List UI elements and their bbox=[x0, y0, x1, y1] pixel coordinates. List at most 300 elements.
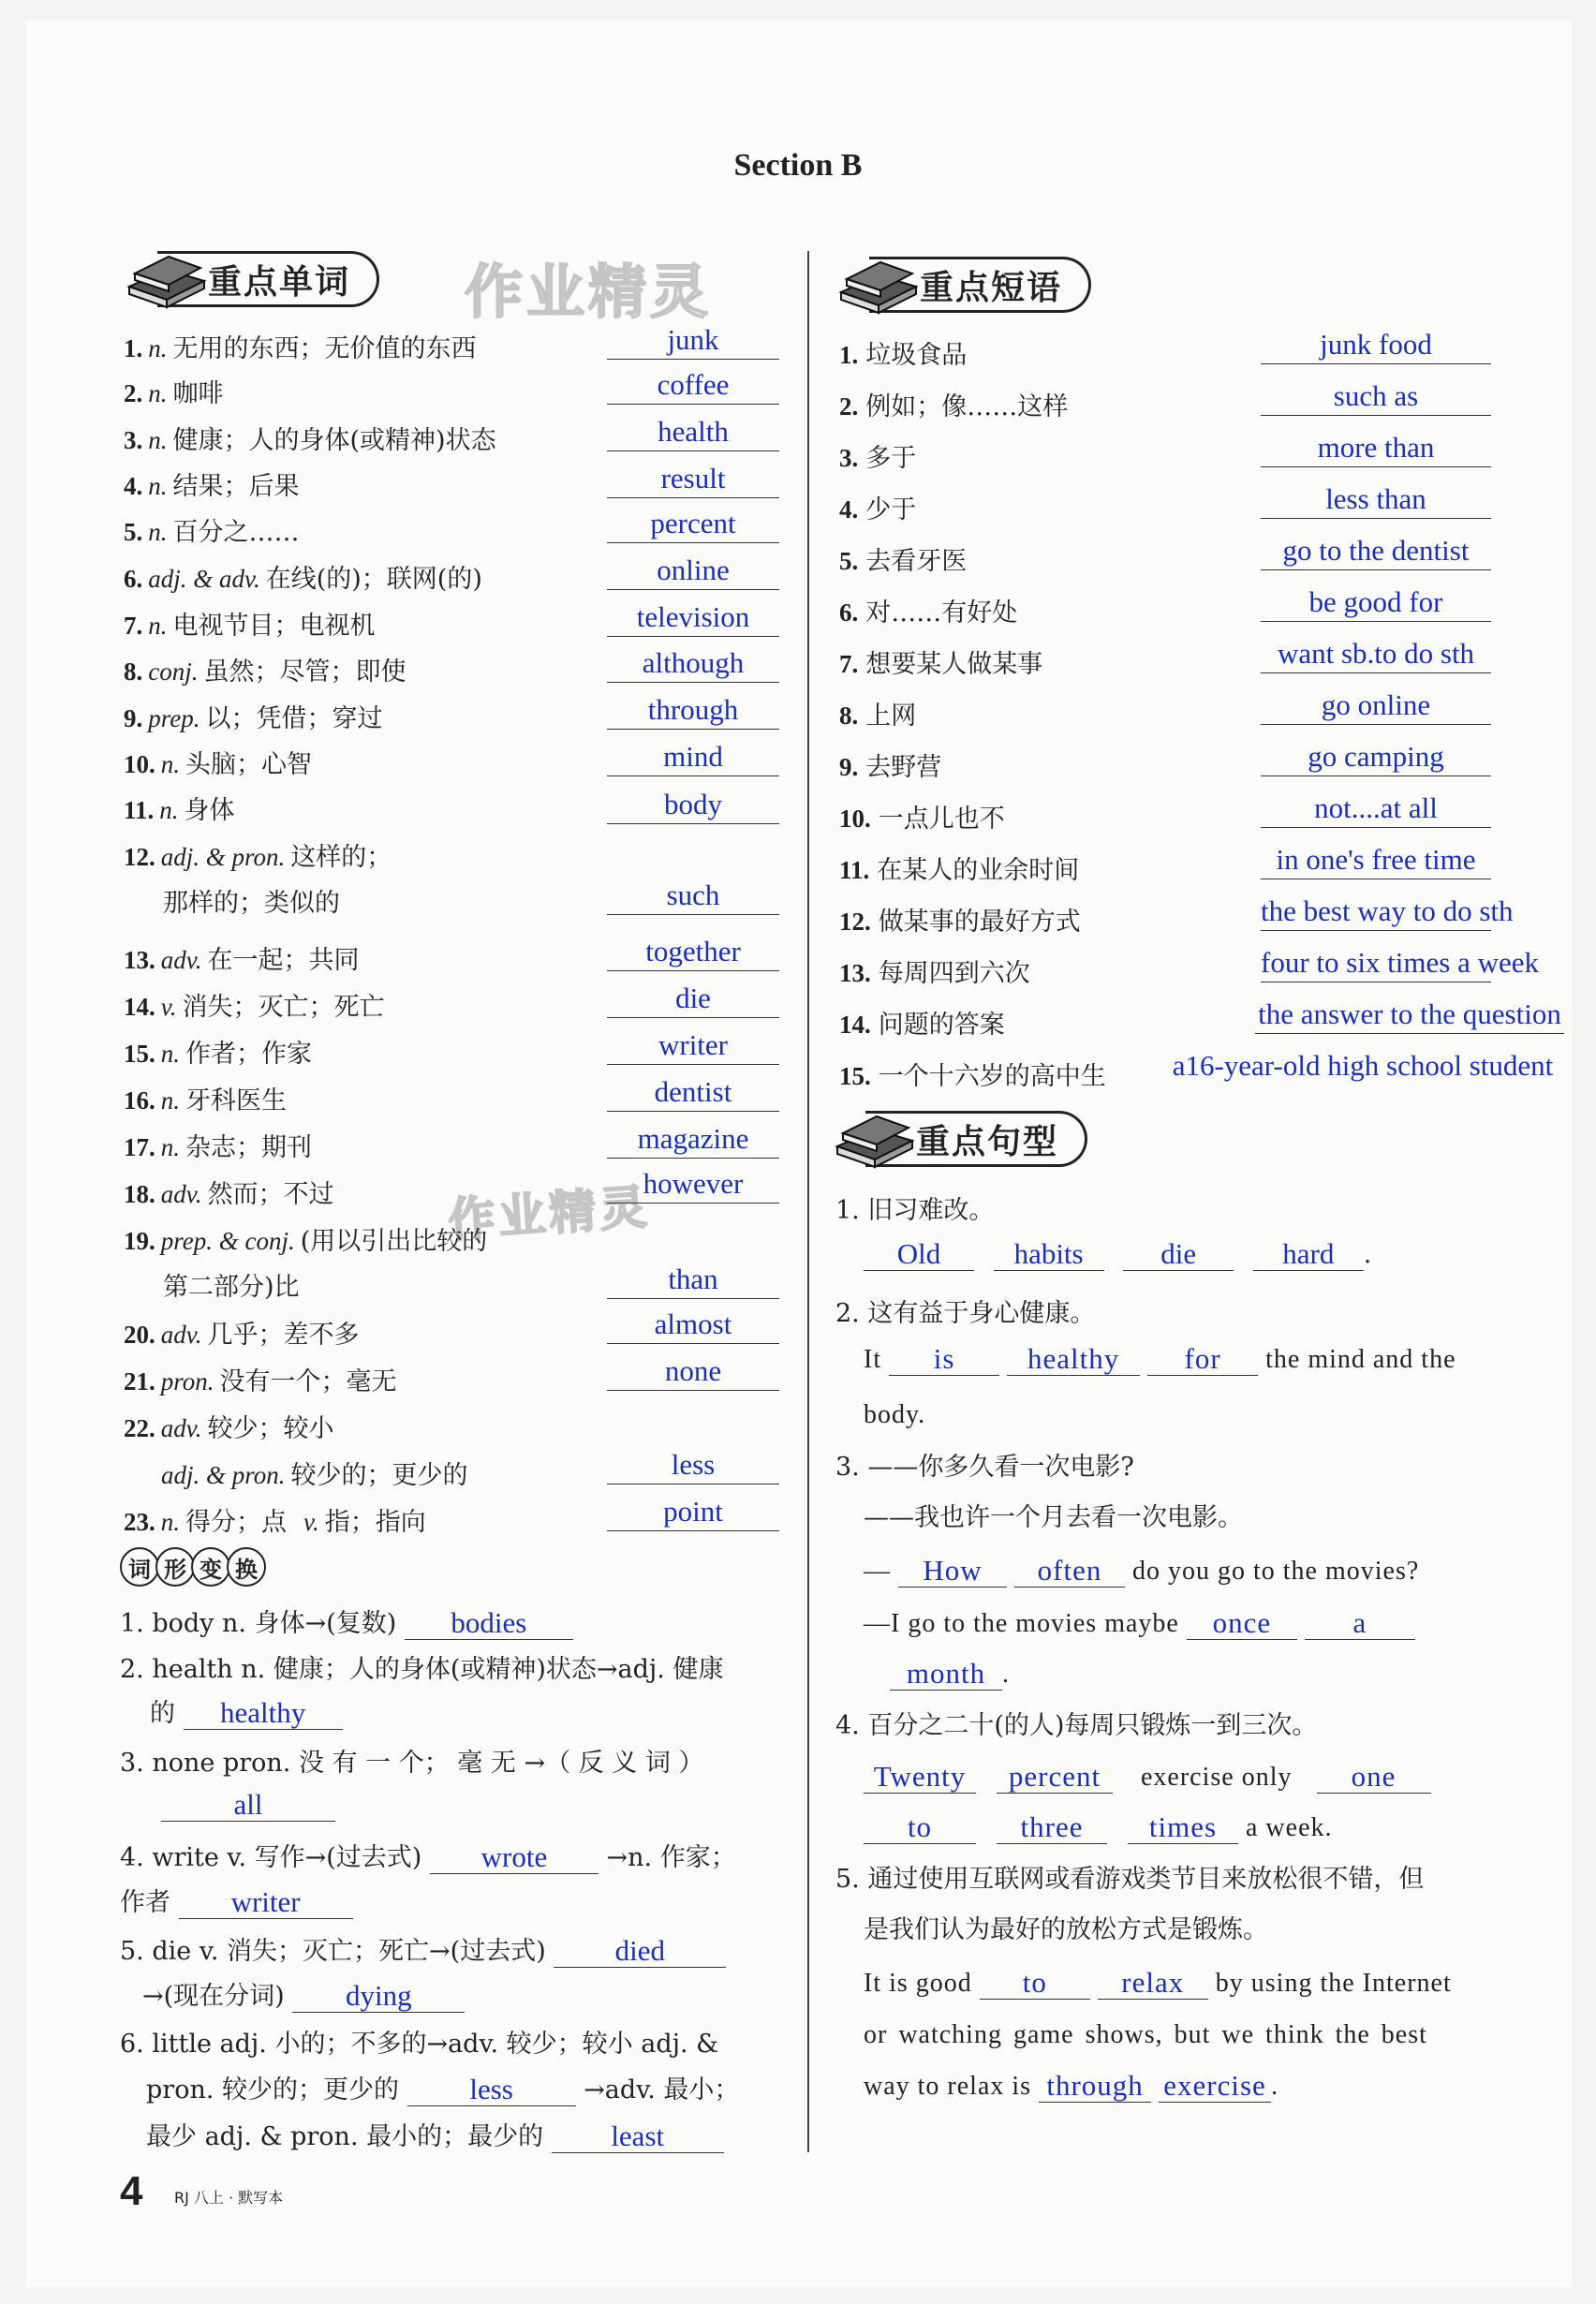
chinese-meaning: 虽然；尽管；即使 bbox=[203, 657, 406, 687]
answer-blank[interactable]: body bbox=[607, 788, 779, 824]
answer-blank[interactable]: all bbox=[161, 1789, 335, 1822]
phrase-item bbox=[839, 494, 916, 526]
sentences-header bbox=[832, 1105, 1131, 1171]
chinese-meaning: 上网 bbox=[865, 702, 917, 731]
chinese-meaning: 在线(的)；联网(的) bbox=[265, 565, 482, 594]
chinese-meaning: 消失；灭亡；死亡 bbox=[182, 993, 385, 1022]
answer-blank[interactable]: such as bbox=[1261, 379, 1491, 416]
answer-blank[interactable]: Old bbox=[864, 1238, 974, 1271]
vocab-item bbox=[124, 841, 392, 874]
answer-blank[interactable]: for bbox=[1147, 1343, 1258, 1376]
item-number: 12. bbox=[839, 908, 871, 936]
answer-blank[interactable]: through bbox=[1039, 2070, 1151, 2103]
chinese-meaning: 结果；后果 bbox=[172, 472, 300, 501]
wordform-item-5b bbox=[142, 1980, 465, 2013]
answer-blank[interactable]: junk food bbox=[1261, 328, 1491, 364]
item-number: 15. bbox=[124, 1040, 155, 1068]
sentence-3-en-a bbox=[864, 1555, 1419, 1588]
wordform-text: health n. 健康；人的身体(或精神)状态→adj. 健康 bbox=[152, 1655, 724, 1684]
phrase-item bbox=[839, 391, 1068, 423]
answer-blank[interactable]: the answer to the question bbox=[1255, 997, 1564, 1034]
answer-blank[interactable]: less than bbox=[1261, 482, 1491, 519]
vocab-item bbox=[124, 1225, 487, 1258]
part-of-speech: n. bbox=[159, 796, 179, 824]
phrase-item bbox=[839, 957, 1030, 990]
item-number: 13. bbox=[124, 946, 155, 974]
answer-blank[interactable]: go online bbox=[1261, 688, 1491, 725]
sentence-2-cn bbox=[835, 1298, 1095, 1330]
chinese-meaning: 头脑；心智 bbox=[185, 750, 312, 779]
vocab-item bbox=[124, 656, 406, 688]
phrase-item bbox=[839, 1009, 1005, 1041]
item-number: 15. bbox=[839, 1062, 871, 1090]
sentence-text: 旧习难改。 bbox=[867, 1196, 995, 1225]
wordform-item-2 bbox=[120, 1654, 723, 1686]
wordform-text: 的 bbox=[150, 1699, 175, 1728]
item-number: 14. bbox=[839, 1011, 871, 1039]
sentence-text: way to relax is bbox=[864, 2072, 1032, 2101]
vocab-item bbox=[124, 1178, 333, 1211]
answer-blank[interactable]: to bbox=[864, 1811, 976, 1844]
watermark: 作业精灵 bbox=[446, 1179, 653, 1248]
vocab-item bbox=[124, 1319, 359, 1351]
answer-blank[interactable]: How bbox=[898, 1555, 1007, 1588]
item-number: 8. bbox=[839, 702, 859, 730]
item-number: 10. bbox=[839, 805, 871, 833]
answer-blank[interactable]: four to six times a week bbox=[1261, 946, 1491, 982]
part-of-speech: pron. bbox=[160, 1367, 214, 1396]
vocab-header bbox=[124, 245, 423, 311]
vocab-item bbox=[124, 1506, 426, 1539]
answer-blank[interactable]: three bbox=[997, 1811, 1107, 1844]
vocab-item bbox=[124, 610, 376, 642]
sentence-text: ——你多久看一次电影? bbox=[867, 1453, 1134, 1482]
wordform-header-char: 形 bbox=[155, 1547, 195, 1587]
column-divider bbox=[807, 251, 809, 2152]
vocab-item bbox=[124, 563, 482, 596]
wordform-text: →adv. 最小； bbox=[584, 2075, 740, 2105]
sentence-2-en-b: body. bbox=[864, 1400, 926, 1429]
answer-blank[interactable]: than bbox=[607, 1263, 779, 1299]
sentence-text: 这有益于身心健康。 bbox=[867, 1299, 1096, 1328]
vocab-item bbox=[124, 1038, 312, 1071]
part-of-speech: adv. bbox=[160, 946, 202, 974]
item-number: 7. bbox=[124, 612, 143, 640]
answer-blank[interactable]: hard bbox=[1253, 1238, 1364, 1271]
item-number: 7. bbox=[839, 650, 859, 678]
wordform-text: write v. 写作→(过去式) bbox=[152, 1843, 422, 1872]
sentence-text: 通过使用互联网或看游戏类节目来放松很不错，但 bbox=[867, 1865, 1425, 1894]
answer-blank[interactable]: together bbox=[607, 935, 779, 971]
item-number: 22. bbox=[124, 1414, 155, 1442]
part-of-speech: n. bbox=[148, 472, 168, 500]
part-of-speech: v. bbox=[160, 993, 177, 1021]
item-number: 4. bbox=[120, 1843, 144, 1872]
answer-blank[interactable]: often bbox=[1014, 1555, 1125, 1588]
wordform-header-char: 词 bbox=[120, 1547, 159, 1587]
chinese-meaning: 作者；作家 bbox=[185, 1040, 312, 1069]
footer-label: RJ 八上 · 默写本 bbox=[174, 2189, 284, 2207]
vocab-item bbox=[124, 1085, 287, 1117]
sentence-4-en-b bbox=[864, 1811, 1333, 1844]
part-of-speech: n. bbox=[160, 1133, 180, 1161]
answer-blank[interactable]: died bbox=[554, 1935, 726, 1968]
answer-blank[interactable]: however bbox=[607, 1167, 779, 1204]
vocab-item-continued bbox=[161, 1459, 468, 1492]
wordform-header-char: 变 bbox=[191, 1547, 230, 1587]
wordform-text: →n. 作家； bbox=[606, 1843, 736, 1872]
wordform-text: →(现在分词) bbox=[142, 1982, 285, 2011]
chinese-meaning: 没有一个；毫无 bbox=[219, 1367, 397, 1396]
answer-blank[interactable]: one bbox=[1317, 1761, 1431, 1794]
answer-blank[interactable]: dentist bbox=[607, 1075, 779, 1112]
part-of-speech: adj. & pron. bbox=[161, 1461, 286, 1489]
wordform-item-3b bbox=[161, 1789, 335, 1822]
chinese-meaning: 一点儿也不 bbox=[878, 805, 1005, 834]
chinese-meaning: 去看牙医 bbox=[865, 547, 968, 576]
part-of-speech: adv. bbox=[160, 1180, 202, 1208]
chinese-meaning: 少于 bbox=[865, 495, 917, 524]
item-number: 5. bbox=[120, 1937, 144, 1966]
chinese-meaning: 健康；人的身体(或精神)状态 bbox=[172, 426, 496, 455]
chinese-meaning: 做某事的最好方式 bbox=[878, 908, 1081, 937]
phrase-item bbox=[839, 545, 967, 578]
part-of-speech: v. bbox=[303, 1508, 319, 1536]
chinese-meaning: 指；指向 bbox=[324, 1508, 426, 1537]
vocab-item-continued bbox=[163, 888, 340, 920]
phrase-item bbox=[839, 442, 916, 475]
wordform-item-6b bbox=[146, 2074, 739, 2106]
chinese-meaning: 每周四到六次 bbox=[878, 959, 1030, 988]
item-number: 3. bbox=[839, 444, 859, 472]
item-number: 1. bbox=[835, 1196, 860, 1225]
part-of-speech: n. bbox=[148, 426, 168, 454]
chinese-meaning: 这样的； bbox=[290, 843, 392, 872]
item-number: 1. bbox=[124, 334, 143, 362]
answer-blank[interactable]: to bbox=[980, 1967, 1090, 2000]
wordform-item-2b bbox=[150, 1697, 343, 1730]
chinese-meaning: 身体 bbox=[184, 796, 235, 825]
item-number: 3. bbox=[835, 1453, 860, 1482]
part-of-speech: prep. & conj. bbox=[160, 1227, 295, 1255]
answer-blank[interactable]: although bbox=[607, 646, 779, 683]
phrase-item bbox=[839, 803, 1005, 835]
part-of-speech: adv. bbox=[160, 1414, 202, 1442]
phrase-item bbox=[839, 1060, 1106, 1093]
chinese-meaning: 那样的；类似的 bbox=[163, 889, 340, 918]
answer-blank[interactable]: month bbox=[890, 1658, 1002, 1691]
phrase-item bbox=[839, 648, 1042, 681]
vocab-item bbox=[124, 1412, 333, 1445]
chinese-meaning: 在某人的业余时间 bbox=[877, 856, 1080, 885]
part-of-speech: n. bbox=[160, 1086, 180, 1115]
item-number: 6. bbox=[839, 598, 859, 627]
answer-blank[interactable]: once bbox=[1187, 1607, 1297, 1640]
item-number: 2. bbox=[124, 379, 143, 407]
answer-blank[interactable]: percent bbox=[607, 507, 779, 543]
sentence-1-en: Old habits die hard . bbox=[864, 1238, 1371, 1271]
answer-blank[interactable]: times bbox=[1128, 1811, 1238, 1844]
wordform-item-4 bbox=[120, 1841, 736, 1874]
item-number: 6. bbox=[124, 565, 143, 593]
part-of-speech: adj. & adv. bbox=[148, 565, 260, 593]
chinese-meaning: 想要某人做某事 bbox=[865, 650, 1043, 679]
chinese-meaning: 得分；点 bbox=[185, 1508, 287, 1537]
answer-blank[interactable]: wrote bbox=[430, 1841, 598, 1874]
item-number: 14. bbox=[124, 993, 155, 1021]
wordform-item-1 bbox=[120, 1607, 573, 1640]
answer-blank[interactable]: online bbox=[607, 554, 779, 590]
sentence-4-cn bbox=[835, 1710, 1317, 1742]
item-number: 8. bbox=[124, 657, 143, 686]
answer-blank[interactable]: habits bbox=[994, 1238, 1104, 1271]
sentence-3-en-c: month . bbox=[890, 1658, 1010, 1691]
answer-blank[interactable]: die bbox=[607, 982, 779, 1018]
chinese-meaning: 问题的答案 bbox=[878, 1011, 1005, 1040]
item-number: 12. bbox=[124, 843, 155, 871]
answer-blank[interactable]: in one's free time bbox=[1261, 843, 1491, 879]
answer-blank[interactable]: more than bbox=[1261, 431, 1491, 467]
answer-blank[interactable]: go to the dentist bbox=[1261, 534, 1491, 570]
answer-blank[interactable]: health bbox=[607, 415, 779, 451]
part-of-speech: n. bbox=[148, 334, 168, 362]
vocab-item bbox=[124, 424, 496, 457]
item-number: 23. bbox=[124, 1508, 155, 1536]
vocab-item bbox=[124, 991, 384, 1024]
item-number: 5. bbox=[835, 1865, 860, 1894]
sentence-5-cn bbox=[835, 1864, 1424, 1896]
section-title: Section B bbox=[733, 148, 863, 183]
vocab-item bbox=[124, 377, 224, 410]
answer-blank[interactable]: healthy bbox=[184, 1697, 343, 1730]
answer-blank[interactable]: coffee bbox=[607, 368, 779, 405]
wordform-text: 最少 adj. & pron. 最小的；最少的 bbox=[146, 2122, 544, 2151]
chinese-meaning: 垃圾食品 bbox=[865, 341, 968, 370]
sentence-5-en-c: way to relax is through exercise . bbox=[864, 2069, 1279, 2102]
vocab-item bbox=[124, 332, 477, 365]
item-number: 9. bbox=[839, 753, 859, 781]
part-of-speech: n. bbox=[160, 1040, 180, 1068]
item-number: 2. bbox=[839, 392, 859, 421]
wordform-text: 作者 bbox=[120, 1888, 170, 1917]
vocab-item bbox=[124, 1366, 397, 1398]
sentence-3-en-b bbox=[864, 1607, 1415, 1640]
sentence-3-cn-b: ——我也许一个月去看一次电影。 bbox=[864, 1503, 1243, 1532]
part-of-speech: n. bbox=[160, 1508, 180, 1536]
sentence-3-cn bbox=[835, 1452, 1134, 1484]
answer-blank[interactable]: go camping bbox=[1261, 740, 1491, 776]
phrase-item bbox=[839, 751, 941, 784]
item-number: 21. bbox=[124, 1367, 155, 1396]
chinese-meaning: 去野营 bbox=[865, 753, 942, 782]
sentence-text: by using the Internet bbox=[1215, 1969, 1452, 1998]
wordform-item-6c bbox=[146, 2120, 724, 2153]
answer-blank[interactable]: writer bbox=[607, 1028, 779, 1065]
item-number: 13. bbox=[839, 959, 871, 987]
chinese-meaning: 无用的东西；无价值的东西 bbox=[172, 334, 477, 363]
chinese-meaning: 电视节目；电视机 bbox=[172, 612, 376, 641]
chinese-meaning: 在一起；共同 bbox=[207, 946, 360, 975]
vocab-header-label: 重点单词 bbox=[157, 251, 379, 307]
part-of-speech: prep. bbox=[148, 704, 200, 732]
item-number: 1. bbox=[120, 1609, 144, 1638]
vocab-item bbox=[124, 516, 300, 549]
books-icon bbox=[832, 1105, 916, 1171]
answer-blank[interactable]: healthy bbox=[1007, 1343, 1140, 1376]
item-number: 16. bbox=[124, 1086, 155, 1115]
item-number: 4. bbox=[124, 472, 143, 500]
item-number: 11. bbox=[124, 796, 155, 824]
sentences-header-label: 重点句型 bbox=[865, 1111, 1087, 1167]
answer-blank[interactable]: least bbox=[552, 2120, 724, 2153]
answer-blank[interactable]: almost bbox=[607, 1307, 779, 1344]
vocab-item bbox=[124, 794, 235, 827]
answer-blank[interactable]: is bbox=[889, 1343, 999, 1376]
answer-blank[interactable]: die bbox=[1123, 1238, 1234, 1271]
chinese-meaning: 一个十六岁的高中生 bbox=[878, 1062, 1106, 1091]
sentence-text: 百分之二十(的人)每周只锻炼一到三次。 bbox=[867, 1711, 1318, 1740]
answer-blank[interactable]: less bbox=[407, 2074, 576, 2106]
chinese-meaning: (用以引出比较的 bbox=[300, 1227, 488, 1256]
chinese-meaning: 较少的；更少的 bbox=[290, 1461, 468, 1490]
wordform-item-5 bbox=[120, 1935, 726, 1968]
chinese-meaning: 多于 bbox=[865, 444, 917, 473]
page-number: 4 bbox=[120, 2168, 143, 2214]
wordform-header-char: 换 bbox=[227, 1547, 266, 1587]
phrase-item bbox=[839, 597, 1017, 629]
answer-blank[interactable]: result bbox=[607, 462, 779, 498]
vocab-item-continued bbox=[163, 1272, 300, 1304]
sentence-5-en-a bbox=[864, 1967, 1452, 2000]
item-number: 2. bbox=[835, 1299, 860, 1328]
answer-blank[interactable]: not....at all bbox=[1261, 791, 1491, 828]
part-of-speech: n. bbox=[148, 379, 168, 407]
answer-blank[interactable]: exercise bbox=[1159, 2070, 1271, 2103]
phrase-item bbox=[839, 854, 1079, 887]
part-of-speech: n. bbox=[148, 612, 168, 640]
item-number: 18. bbox=[124, 1180, 155, 1208]
item-number: 20. bbox=[124, 1321, 155, 1349]
wordform-item-3 bbox=[120, 1748, 703, 1780]
chinese-meaning: 牙科医生 bbox=[185, 1086, 287, 1115]
sentence-text: do you go to the movies? bbox=[1132, 1557, 1420, 1586]
sentence-text: exercise only bbox=[1141, 1763, 1293, 1792]
vocab-item bbox=[124, 1131, 312, 1164]
answer-blank[interactable]: be good for bbox=[1261, 585, 1491, 622]
wordform-text: pron. 较少的；更少的 bbox=[146, 2075, 399, 2105]
answer-blank[interactable]: through bbox=[607, 693, 779, 730]
phrase-item bbox=[839, 339, 967, 372]
sentence-4-en-a bbox=[864, 1761, 1431, 1794]
sentence-text: —I go to the movies maybe bbox=[864, 1609, 1179, 1638]
phrase-item bbox=[839, 700, 916, 732]
phrases-header bbox=[835, 251, 1135, 317]
item-number: 11. bbox=[839, 856, 870, 884]
sentence-text: — bbox=[864, 1557, 891, 1586]
part-of-speech: adj. & pron. bbox=[160, 843, 286, 871]
item-number: 3. bbox=[124, 426, 143, 454]
part-of-speech: conj. bbox=[148, 657, 199, 686]
phrases-header-label: 重点短语 bbox=[869, 257, 1091, 313]
answer-blank[interactable]: junk bbox=[607, 323, 779, 360]
chinese-meaning: 第二部分)比 bbox=[163, 1273, 300, 1302]
chinese-meaning: 然而；不过 bbox=[207, 1180, 334, 1209]
chinese-meaning: 杂志；期刊 bbox=[185, 1133, 312, 1162]
part-of-speech: n. bbox=[148, 518, 168, 546]
sentence-5-en-b: or watching game shows, but we think the best bbox=[864, 2020, 1427, 2049]
answer-blank[interactable]: point bbox=[607, 1495, 779, 1531]
wordform-text: none pron. 没 有 一 个； 毫 无 →（ 反 义 词 ） bbox=[152, 1749, 704, 1778]
phrase-item bbox=[839, 906, 1081, 938]
item-number: 6. bbox=[120, 2030, 144, 2059]
part-of-speech: n. bbox=[160, 750, 180, 778]
chinese-meaning: 咖啡 bbox=[172, 379, 224, 408]
sentence-1-cn bbox=[835, 1195, 994, 1227]
item-number: 19. bbox=[124, 1227, 155, 1255]
chinese-meaning: 较少；较小 bbox=[207, 1414, 334, 1443]
watermark: 作业精灵 bbox=[465, 258, 713, 326]
answer-blank[interactable]: a bbox=[1305, 1607, 1415, 1640]
answer-blank[interactable]: none bbox=[607, 1354, 779, 1391]
answer-blank[interactable]: such bbox=[607, 879, 779, 915]
item-number: 4. bbox=[839, 495, 859, 524]
sentence-text: It is good bbox=[864, 1969, 972, 1998]
vocab-item bbox=[124, 470, 300, 503]
answer-blank[interactable]: mind bbox=[607, 740, 779, 776]
part-of-speech: adv. bbox=[160, 1321, 202, 1349]
answer-blank[interactable]: television bbox=[607, 600, 779, 637]
books-icon bbox=[835, 251, 920, 317]
chinese-meaning: 以；凭借；穿过 bbox=[205, 704, 383, 733]
item-number: 9. bbox=[124, 704, 143, 732]
sentence-text: a week. bbox=[1246, 1813, 1333, 1842]
answer-blank[interactable]: magazine bbox=[607, 1122, 779, 1159]
wordform-header bbox=[120, 1547, 262, 1587]
answer-blank[interactable]: less bbox=[607, 1448, 779, 1484]
vocab-item bbox=[124, 944, 359, 977]
item-number: 1. bbox=[839, 341, 859, 369]
wordform-text: little adj. 小的；不多的→adv. 较少；较小 adj. & bbox=[152, 2030, 719, 2059]
wordform-text: die v. 消失；灭亡；死亡→(过去式) bbox=[152, 1937, 546, 1966]
chinese-meaning: 例如；像……这样 bbox=[865, 392, 1069, 421]
vocab-item bbox=[124, 702, 383, 735]
sentence-5-cn-b: 是我们认为最好的放松方式是锻炼。 bbox=[864, 1915, 1268, 1944]
chinese-meaning: 对……有好处 bbox=[865, 598, 1018, 628]
item-number: 5. bbox=[124, 518, 143, 546]
sentence-2-en bbox=[864, 1343, 1456, 1376]
vocab-item bbox=[124, 748, 312, 781]
wordform-text: body n. 身体→(复数) bbox=[152, 1609, 397, 1638]
answer-blank[interactable]: a16-year-old high school student bbox=[1172, 1049, 1554, 1082]
answer-blank[interactable]: writer bbox=[179, 1886, 353, 1919]
answer-blank[interactable]: dying bbox=[292, 1980, 465, 2013]
answer-blank[interactable]: relax bbox=[1098, 1967, 1208, 2000]
answer-blank[interactable]: want sb.to do sth bbox=[1261, 637, 1491, 673]
chinese-meaning: 百分之…… bbox=[172, 518, 300, 547]
sentence-text: the mind and the bbox=[1265, 1345, 1456, 1374]
wordform-item-4b bbox=[120, 1886, 353, 1919]
item-number: 4. bbox=[835, 1711, 860, 1740]
item-number: 3. bbox=[120, 1749, 144, 1778]
answer-blank[interactable]: bodies bbox=[405, 1607, 573, 1640]
item-number: 5. bbox=[839, 547, 859, 575]
chinese-meaning: 几乎；差不多 bbox=[207, 1321, 360, 1350]
item-number: 10. bbox=[124, 750, 155, 778]
answer-blank[interactable]: Twenty bbox=[864, 1761, 976, 1794]
answer-blank[interactable]: percent bbox=[997, 1761, 1113, 1794]
answer-blank[interactable]: the best way to do sth bbox=[1261, 894, 1491, 931]
wordform-item-6 bbox=[120, 2029, 718, 2060]
